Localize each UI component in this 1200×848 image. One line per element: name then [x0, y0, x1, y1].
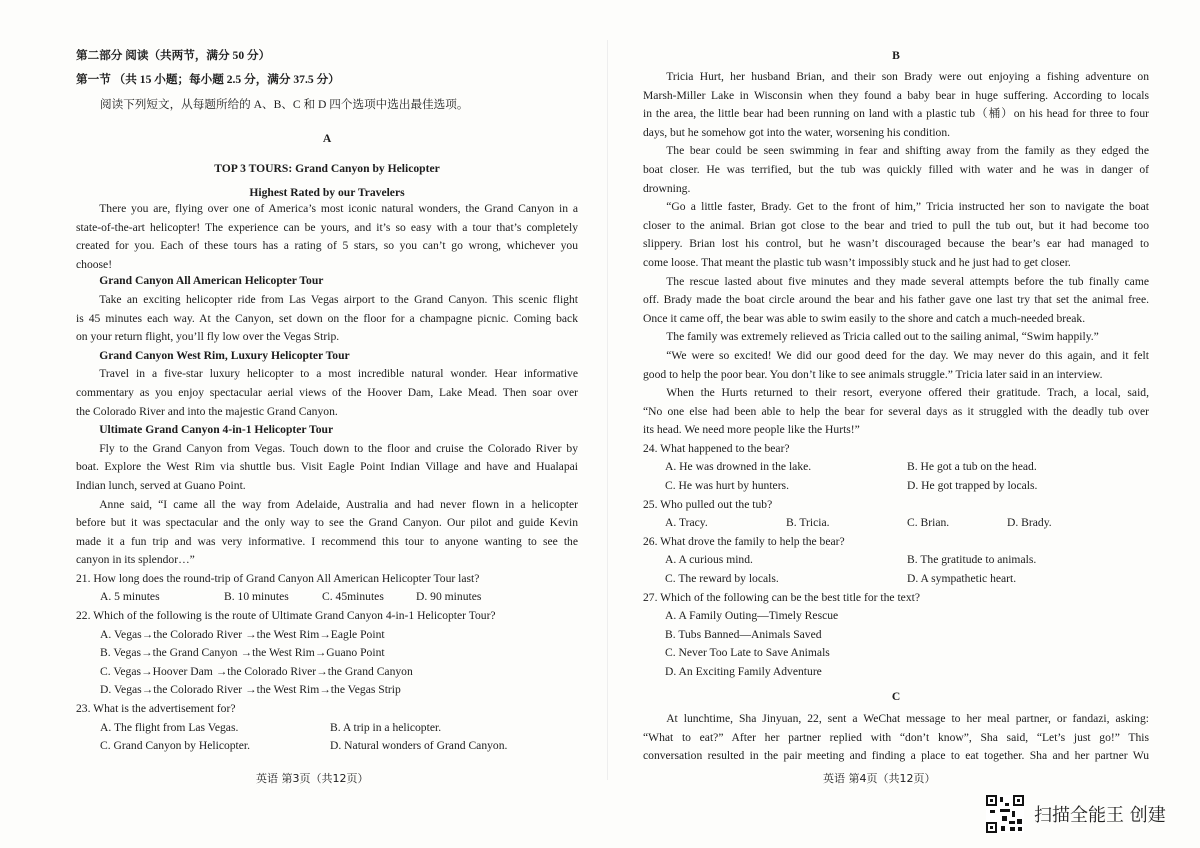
page-divider	[607, 40, 608, 780]
tour3-heading: Ultimate Grand Canyon 4-in-1 Helicopter Tour	[99, 423, 334, 437]
passage-a-title: TOP 3 TOURS: Grand Canyon by Helicopter	[214, 162, 440, 175]
option-d: D. An Exciting Family Adventure	[665, 665, 822, 678]
question-21: 21. How long does the round-trip of Grand Canyon All American Helicopter Tour last?	[76, 571, 480, 585]
option-d: D. 90 minutes	[416, 590, 482, 604]
question-23: 23. What is the advertisement for?	[76, 702, 236, 716]
text-line: its head. We need more people like the Hurts!”	[643, 423, 860, 437]
text-line: Marsh-Miller Lake in Wisconsin when they found a baby bear in huge suffering. According to locals	[643, 88, 1149, 102]
text-line: conversation resulted in the pair meeting and finding a place to eat together. Sha and her partner Wu	[643, 749, 1149, 763]
passage-b-body	[643, 68, 1149, 766]
text-line: is 45 minutes each way. At the Canyon, set down on the floor for a champagne picnic. Coming back	[76, 311, 578, 325]
option-a: A. 5 minutes	[100, 590, 160, 604]
text-line: Indian lunch, served at Guano Point.	[76, 478, 246, 492]
question-26: 26. What drove the family to help the bear?	[643, 534, 845, 548]
option-a: A. The flight from Las Vegas.	[100, 720, 239, 734]
text-line: closer to the animal. Brian got close to the bear and tried to pull the tub out, but it had become too	[643, 218, 1149, 232]
text-line: boat. Explore the West Rim via shuttle bus. Visit Eagle Point Indian Village and have and Hualapai	[76, 460, 578, 474]
option-b: B. Tricia.	[786, 516, 830, 530]
text-line: come loose. That meant the plastic tub wasn’t impossibly stuck and he just had to get closer.	[643, 255, 1071, 269]
text-line: state-of-the-art helicopter! The experience can be yours, and it’s so easy with a tour that’s completely	[76, 220, 578, 234]
option-a: A. A Family Outing—Timely Rescue	[665, 609, 839, 623]
option-b: B. A trip in a helicopter.	[330, 720, 442, 734]
text-line: days, but he somehow got into the water, worsening his condition.	[643, 125, 951, 139]
text-line: drowning.	[643, 181, 691, 195]
page-footer: 英语 第3页（共12页）	[256, 772, 369, 785]
option-a: A. A curious mind.	[665, 553, 753, 567]
question-25: 25. Who pulled out the tub?	[643, 497, 773, 511]
text-line: slippery. Brian lost his control, but he wasn’t discouraged because the bear’s ear had managed to	[643, 237, 1149, 251]
passage-a-subtitle: Highest Rated by our Travelers	[249, 186, 405, 199]
scanner-watermark	[986, 795, 1166, 833]
option-b: B. Tubs Banned—Animals Saved	[665, 627, 822, 641]
text-line: Tricia Hurt, her husband Brian, and their son Brady were out enjoying a fishing adventure on	[666, 70, 1149, 83]
option-d: D. Vegas→the Colorado River →the West Rim→the Vegas Strip	[100, 683, 401, 697]
text-line: on your return flight, you’ll fly low over the Vegas Strip.	[76, 330, 340, 344]
option-c: C. 45minutes	[322, 590, 384, 604]
passage-a-label: A	[322, 132, 332, 145]
instruction: 阅读下列短文，从每题所给的 A、B、C 和 D 四个选项中选出最佳选项。	[100, 98, 469, 111]
text-line: commentary as you enjoy spectacular aerial views of the Hoover Dam, Lake Mead. Then soar over	[76, 385, 578, 399]
text-line: Once it came off, the bear was able to swim easily to the shore and catch a much-needed break.	[643, 311, 1086, 325]
option-b: B. He got a tub on the head.	[907, 460, 1037, 474]
passage-b-label: B	[892, 49, 900, 62]
question-25-options	[643, 514, 1149, 533]
text-line: When the Hurts returned to their resort, everyone offered their gratitude. Trach, a local, said,	[666, 386, 1149, 400]
right-page	[643, 0, 1149, 800]
option-c: C. The reward by locals.	[665, 572, 779, 586]
option-a: A. He was drowned in the lake.	[665, 460, 812, 474]
question-22: 22. Which of the following is the route of Ultimate Grand Canyon 4-in-1 Helicopter Tour?	[76, 609, 496, 623]
text-line: The family was extremely relieved as Tricia called out to the sailing animal, “Swim happily.”	[666, 330, 1099, 344]
text-line: Anne said, “I came all the way from Adelaide, Australia and had never flown in a helicopter	[99, 497, 578, 511]
passage-a-body	[76, 200, 578, 756]
watermark-text: 扫描全能王 创建	[1034, 805, 1166, 826]
option-b: B. The gratitude to animals.	[907, 553, 1037, 567]
question-26-options-ab	[643, 551, 1149, 570]
text-line: created for you. Each of these tours has a rating of 5 stars, so you can’t go wrong, whichever you	[76, 239, 578, 253]
qr-code-icon	[986, 795, 1024, 833]
text-line: “No one else had been able to help the bear for several days as it struggled with the deadly tub over	[643, 404, 1149, 418]
text-line: Travel in a five-star luxury helicopter to a most incredible natural wonder. Hear informative	[99, 367, 578, 381]
option-b: B. Vegas→the Grand Canyon →the West Rim→Guano Point	[100, 646, 385, 660]
passage-c-label: C	[891, 689, 901, 703]
question-24-options-cd	[643, 477, 1149, 496]
option-b: B. 10 minutes	[224, 590, 289, 604]
option-a: A. Vegas→the Colorado River →the West Rim→Eagle Point	[100, 627, 385, 641]
left-page	[76, 0, 578, 800]
text-line: canyon in its splendor…”	[76, 553, 195, 567]
text-line: “Go a little faster, Brady. Get to the front of him,” Tricia instructed her son to navigate the boat	[666, 200, 1149, 214]
text-line: The bear could be seen swimming in fear and shifting away from the family as they edged the	[666, 144, 1149, 158]
text-line: The rescue lasted about five minutes and they made several attempts before the tub finally came	[666, 274, 1149, 288]
option-d: D. A sympathetic heart.	[907, 572, 1017, 586]
option-d: D. Natural wonders of Grand Canyon.	[330, 739, 508, 753]
question-26-options-cd	[643, 570, 1149, 589]
tour1-heading: Grand Canyon All American Helicopter Tour	[99, 274, 324, 288]
question-21-options	[76, 588, 578, 607]
tour2-heading: Grand Canyon West Rim, Luxury Helicopter Tour	[99, 348, 350, 362]
text-line: “We were so excited! We did our good deed for the day. We may never do this again, and it felt	[666, 348, 1149, 362]
option-c: C. Grand Canyon by Helicopter.	[100, 739, 251, 753]
text-line: boat closer. He was terrified, but the tub was quickly filled with water and he was in danger of	[643, 162, 1149, 176]
question-23-options-cd	[76, 737, 578, 756]
section-header: 第一节 （共 15 小题；每小题 2.5 分，满分 37.5 分）	[76, 73, 340, 86]
text-line: “What to eat?” After her partner replied with “don’t know”, Sha said, “Let’s just go!” This	[643, 730, 1149, 744]
option-d: D. Brady.	[1007, 516, 1052, 530]
question-27: 27. Which of the following can be the best title for the text?	[643, 590, 920, 604]
text-line: good to help the poor bear. You don’t like to see animals struggle.” Tricia later said in an interview.	[643, 367, 1103, 381]
question-24: 24. What happened to the bear?	[643, 441, 790, 455]
page-footer: 英语 第4页（共12页）	[823, 772, 936, 785]
text-line: in the area, the little bear had been running on land with a plastic tub（桶）on his head for three to four	[643, 107, 1149, 121]
text-line: before but it was spectacular and the only way to see the Grand Canyon. Our pilot and guide Kevin	[76, 516, 578, 530]
text-line: Fly to the Grand Canyon from Vegas. Touch down to the floor and cruise the Colorado River by	[99, 441, 578, 455]
text-line: There you are, flying over one of America’s most iconic natural wonders, the Grand Canyon in a	[99, 202, 578, 215]
text-line: the Colorado River and into the majestic Grand Canyon.	[76, 404, 338, 418]
option-d: D. He got trapped by locals.	[907, 479, 1038, 493]
text-line: At lunchtime, Sha Jinyuan, 22, sent a WeChat message to her meal partner, or fandazi, asking:	[666, 712, 1149, 726]
text-line: made it a fun trip and was very informative. I recommend this tour to anyone wanting to see the	[76, 534, 578, 548]
question-24-options-ab	[643, 458, 1149, 477]
text-line: choose!	[76, 257, 113, 271]
text-line: off. Brady made the boat circle around the bear and his father gave one last try that set the animal free.	[643, 293, 1149, 307]
text-line: Take an exciting helicopter ride from Las Vegas airport to the Grand Canyon. This scenic flight	[99, 292, 578, 306]
question-23-options-ab	[76, 719, 578, 738]
option-c: C. Never Too Late to Save Animals	[665, 646, 830, 660]
part-header: 第二部分 阅读（共两节，满分 50 分）	[76, 49, 271, 62]
option-c: C. Brian.	[907, 516, 950, 530]
option-a: A. Tracy.	[665, 516, 708, 530]
option-c: C. He was hurt by hunters.	[665, 479, 789, 493]
option-c: C. Vegas→Hoover Dam →the Colorado River→the Grand Canyon	[100, 664, 413, 678]
